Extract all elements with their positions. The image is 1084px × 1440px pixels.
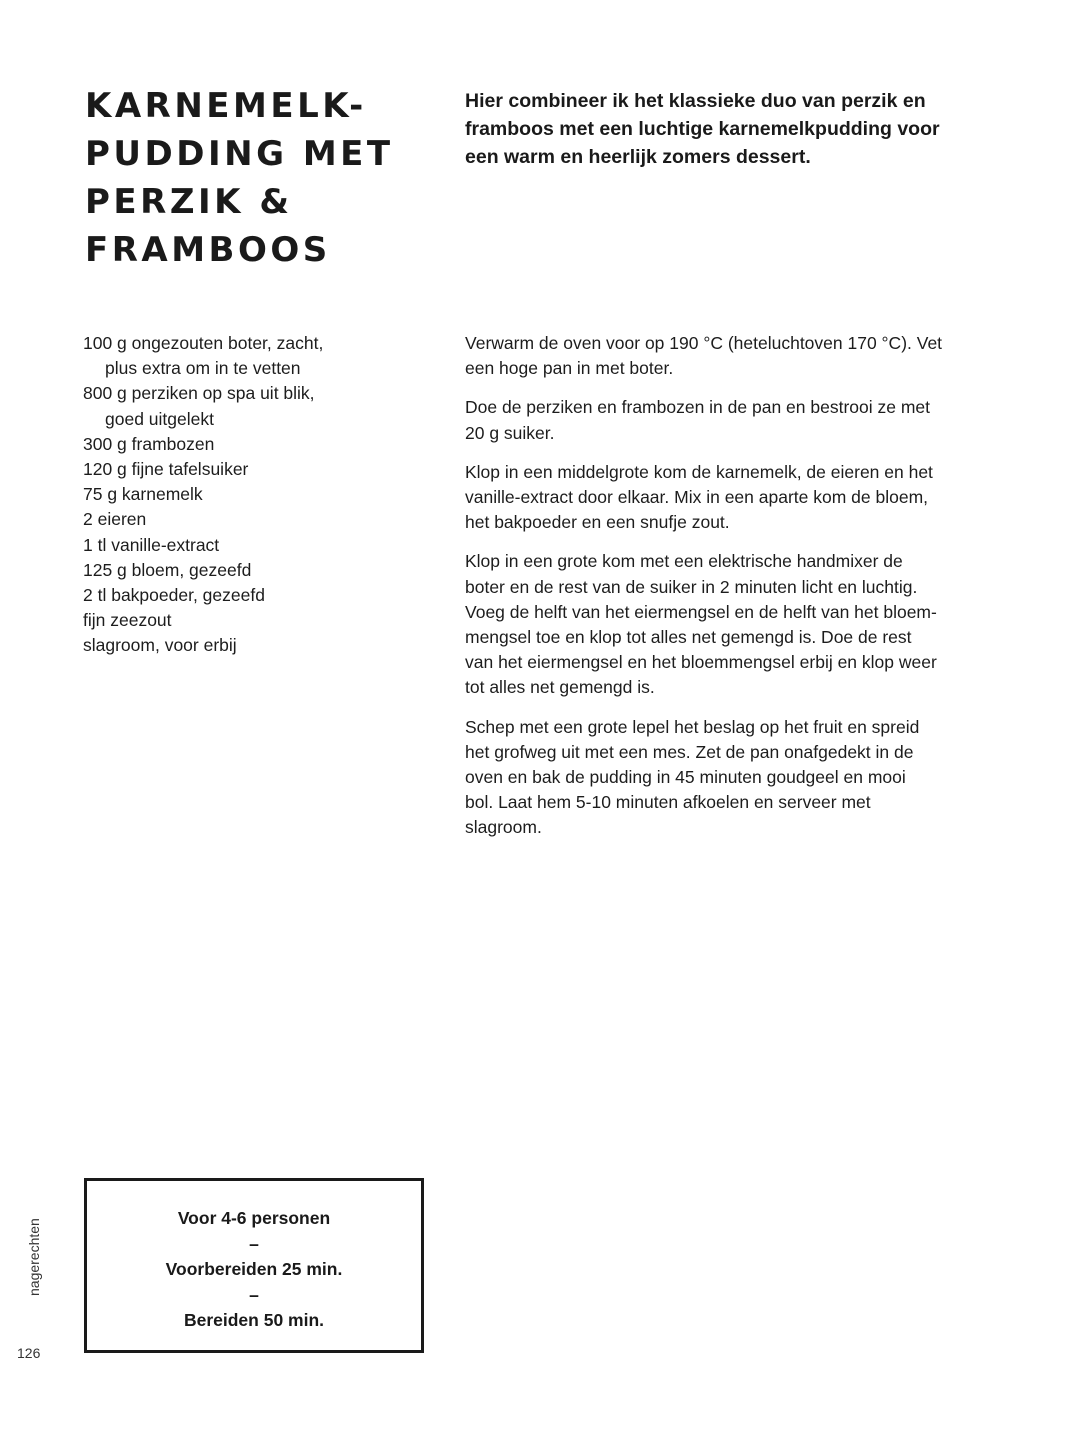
- method-line: vanille-extract door elkaar. Mix in een aparte kom de bloem,: [465, 487, 929, 508]
- method-line: een hoge pan in met boter.: [465, 358, 674, 379]
- ingredient-text: 100 g ongezouten boter, zacht,: [83, 333, 324, 353]
- method-step: [465, 460, 1025, 536]
- intro-line: een warm en heerlijk zomers dessert.: [465, 146, 811, 168]
- method-line: Verwarm de oven voor op 190 °C (heteluchtoven 170 °C). Vet: [465, 333, 943, 353]
- method-steps: [465, 331, 1025, 855]
- recipe-title: [85, 82, 415, 274]
- method-line: oven en bak de pudding in 45 minuten goudgeel en mooi: [465, 767, 906, 788]
- method-line: Voeg de helft van het eiermengsel en de helft van het bloem-: [465, 601, 937, 622]
- method-step: [465, 549, 1025, 700]
- separator-dash: –: [249, 1233, 259, 1254]
- title-line: PUDDING MET: [85, 134, 394, 174]
- ingredient-item: fijn zeezout: [83, 610, 172, 631]
- method-line: Doe de perziken en frambozen in de pan en bestrooi ze met: [465, 397, 931, 418]
- ingredient-item: 75 g karnemelk: [83, 484, 203, 505]
- title-line: PERZIK &: [85, 182, 293, 222]
- intro-line: Hier combineer ik het klassieke duo van perzik en: [465, 90, 926, 112]
- method-line: Klop in een middelgrote kom de karnemelk, de eieren en het: [465, 461, 933, 482]
- method-line: van het eiermengsel en het bloemmengsel erbij en klop weer: [465, 652, 937, 673]
- separator-dash: –: [249, 1284, 259, 1305]
- page-number: 126: [17, 1345, 41, 1361]
- method-step: [465, 331, 1025, 381]
- ingredient-item: slagroom, voor erbij: [83, 635, 237, 656]
- method-line: boter en de rest van de suiker in 2 minuten licht en luchtig.: [465, 576, 918, 597]
- method-line: Klop in een grote kom met een elektrische handmixer de: [465, 551, 903, 572]
- method-line: bol. Laat hem 5-10 minuten afkoelen en serveer met: [465, 792, 871, 813]
- method-line: 20 g suiker.: [465, 422, 555, 443]
- recipe-info-box: [84, 1178, 424, 1353]
- intro-line: framboos met een luchtige karnemelkpudding voor: [465, 118, 940, 140]
- title-line: KARNEMELK-: [85, 86, 367, 126]
- method-line: het bakpoeder en een snufje zout.: [465, 512, 730, 533]
- ingredient-item: 125 g bloem, gezeefd: [83, 559, 252, 580]
- recipe-intro: [465, 87, 1025, 171]
- ingredient-item: 120 g fijne tafelsuiker: [83, 459, 249, 480]
- method-step: [465, 395, 1025, 445]
- method-line: het grofweg uit met een mes. Zet de pan onafgedekt in de: [465, 741, 914, 762]
- ingredient-continuation: goed uitgelekt: [105, 408, 214, 429]
- method-step: [465, 715, 1025, 841]
- servings: Voor 4-6 personen: [177, 1208, 331, 1228]
- method-line: tot alles net gemengd is.: [465, 677, 655, 698]
- cook-time: Bereiden 50 min.: [183, 1310, 325, 1330]
- ingredient-item: 2 eieren: [83, 509, 147, 530]
- method-line: slagroom.: [465, 817, 542, 838]
- ingredient-item: [83, 331, 413, 381]
- method-line: Schep met een grote lepel het beslag op het fruit en spreid: [465, 716, 920, 737]
- title-line: FRAMBOOS: [85, 230, 331, 270]
- ingredient-item: 2 tl bakpoeder, gezeefd: [83, 585, 265, 606]
- section-label: nagerechten: [26, 1218, 42, 1296]
- ingredient-text: 800 g perziken op spa uit blik,: [83, 383, 315, 404]
- ingredient-item: 1 tl vanille-extract: [83, 534, 220, 555]
- ingredient-item: [83, 381, 413, 431]
- method-line: mengsel toe en klop tot alles net gemengd is. Doe de rest: [465, 627, 912, 648]
- ingredient-continuation: plus extra om in te vetten: [105, 358, 301, 379]
- prep-time: Voorbereiden 25 min.: [165, 1259, 343, 1279]
- ingredients-list: [83, 331, 413, 659]
- ingredient-item: 300 g frambozen: [83, 433, 215, 454]
